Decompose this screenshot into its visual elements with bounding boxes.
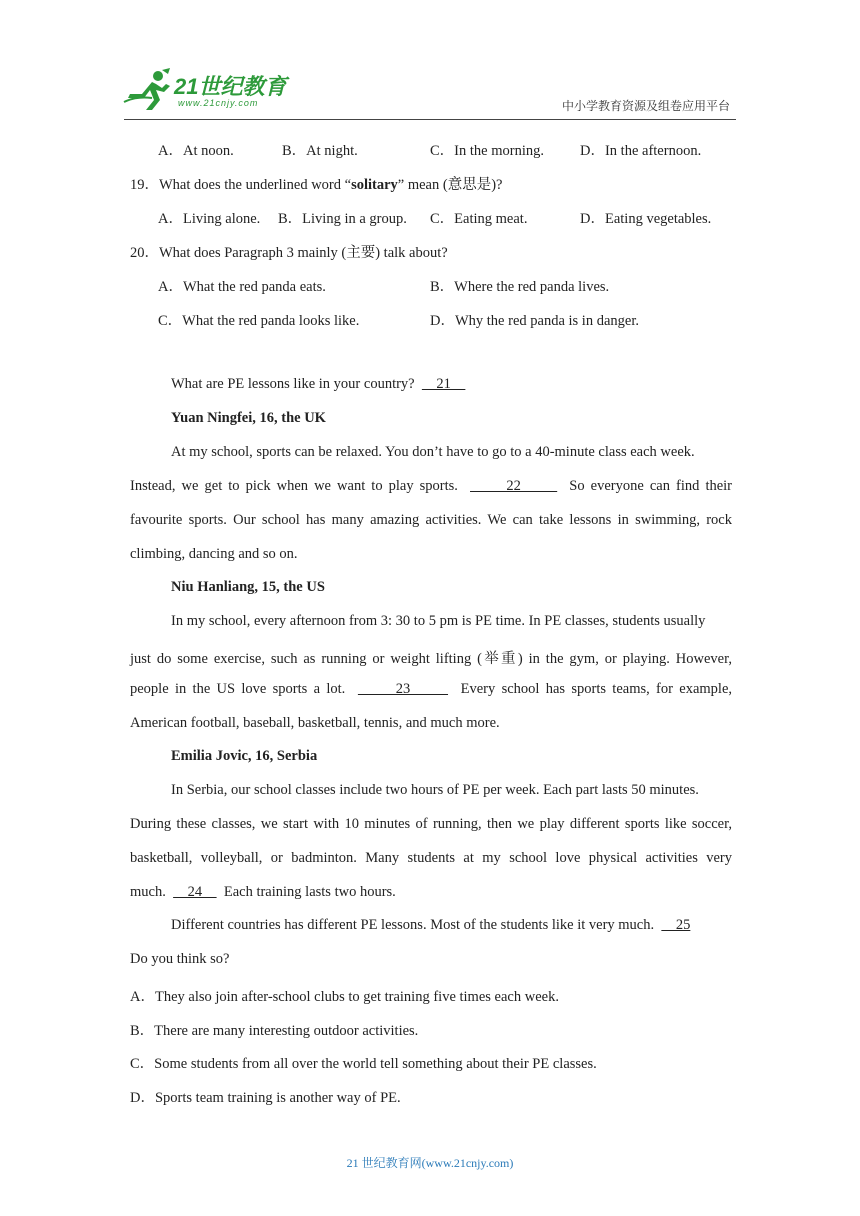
q19-option-d: D．Eating vegetables. <box>580 211 712 227</box>
p1-line-1: At my school, sports can be relaxed. You don’t have to go to a 40-minute class each week. <box>171 444 695 460</box>
blank-24: 24 <box>173 884 217 900</box>
p4-line-2: Do you think so? <box>130 951 230 967</box>
runner-logo-icon <box>122 68 178 114</box>
q20-stem: 20．What does Paragraph 3 mainly (主要) talk about? <box>130 245 448 261</box>
blank-21: 21 <box>421 376 466 392</box>
header-divider <box>124 119 736 120</box>
q20-option-c: C．What the red panda looks like. <box>158 313 360 329</box>
p1-line-3: favourite sports. Our school has many amazing activities. We can take lessons in swimming, rock <box>130 512 732 528</box>
q19-option-c: C．Eating meat. <box>430 211 528 227</box>
logo-url: www.21cnjy.com <box>178 98 259 108</box>
logo-text: 21世纪教育 <box>174 74 287 99</box>
p2-line-1: In my school, every afternoon from 3: 30 to 5 pm is PE time. In PE classes, students usually <box>171 613 706 629</box>
speaker-1-name: Yuan Ningfei, 16, the UK <box>171 410 326 426</box>
p4-line-1: Different countries has different PE lessons. Most of the students like it very much. 25 <box>171 917 691 933</box>
p3-line-4: much. 24 Each training lasts two hours. <box>130 884 396 900</box>
choice-b: B．There are many interesting outdoor activities. <box>130 1023 419 1039</box>
page-header <box>0 0 860 120</box>
p3-line-3: basketball, volleyball, or badminton. Many students at my school love physical activities very <box>130 850 732 866</box>
speaker-2-name: Niu Hanliang, 15, the US <box>171 579 325 595</box>
q19-option-b: B．Living in a group. <box>278 211 407 227</box>
choice-c: C．Some students from all over the world tell something about their PE classes. <box>130 1056 597 1072</box>
blank-23: 23 <box>357 681 449 697</box>
p2-line-2: just do some exercise, such as running or weight lifting (举重) in the gym, or playing. However, <box>130 651 732 667</box>
p2-line-3: people in the US love sports a lot. 23 Every school has sports teams, for example, <box>130 681 733 697</box>
q20-option-d: D．Why the red panda is in danger. <box>430 313 639 329</box>
p1-line-2: Instead, we get to pick when we want to play sports. 22 So everyone can find their <box>130 478 733 494</box>
page-footer: 21 世纪教育网(www.21cnjy.com) <box>346 1156 514 1170</box>
blank-22: 22 <box>470 478 558 494</box>
passage-intro: What are PE lessons like in your country? 21 <box>171 376 466 392</box>
platform-title: 中小学教育资源及组卷应用平台 <box>561 99 730 113</box>
site-logo <box>122 68 292 114</box>
blank-25: 25 <box>661 917 691 933</box>
p2-line-4: American football, baseball, basketball, tennis, and much more. <box>130 715 500 731</box>
q19-option-a: A．Living alone. <box>158 211 261 227</box>
choice-a: A．They also join after-school clubs to get training five times each week. <box>130 989 559 1005</box>
q18-option-d: D．In the afternoon. <box>580 143 702 159</box>
q18-option-c: C．In the morning. <box>430 143 544 159</box>
q19-stem: 19．What does the underlined word “solitary” mean (意思是)? <box>130 177 503 193</box>
underlined-word: solitary <box>351 177 398 193</box>
q20-option-b: B．Where the red panda lives. <box>430 279 610 295</box>
p3-line-1: In Serbia, our school classes include two hours of PE per week. Each part lasts 50 minutes. <box>171 782 699 798</box>
p3-line-2: During these classes, we start with 10 minutes of running, then we play different sports like soccer, <box>130 816 732 832</box>
q20-option-a: A．What the red panda eats. <box>158 279 326 295</box>
q18-option-a: A．At noon. <box>158 143 234 159</box>
choice-d: D．Sports team training is another way of PE. <box>130 1090 401 1106</box>
speaker-3-name: Emilia Jovic, 16, Serbia <box>171 748 318 764</box>
p1-line-4: climbing, dancing and so on. <box>130 546 298 562</box>
q18-option-b: B．At night. <box>282 143 358 159</box>
